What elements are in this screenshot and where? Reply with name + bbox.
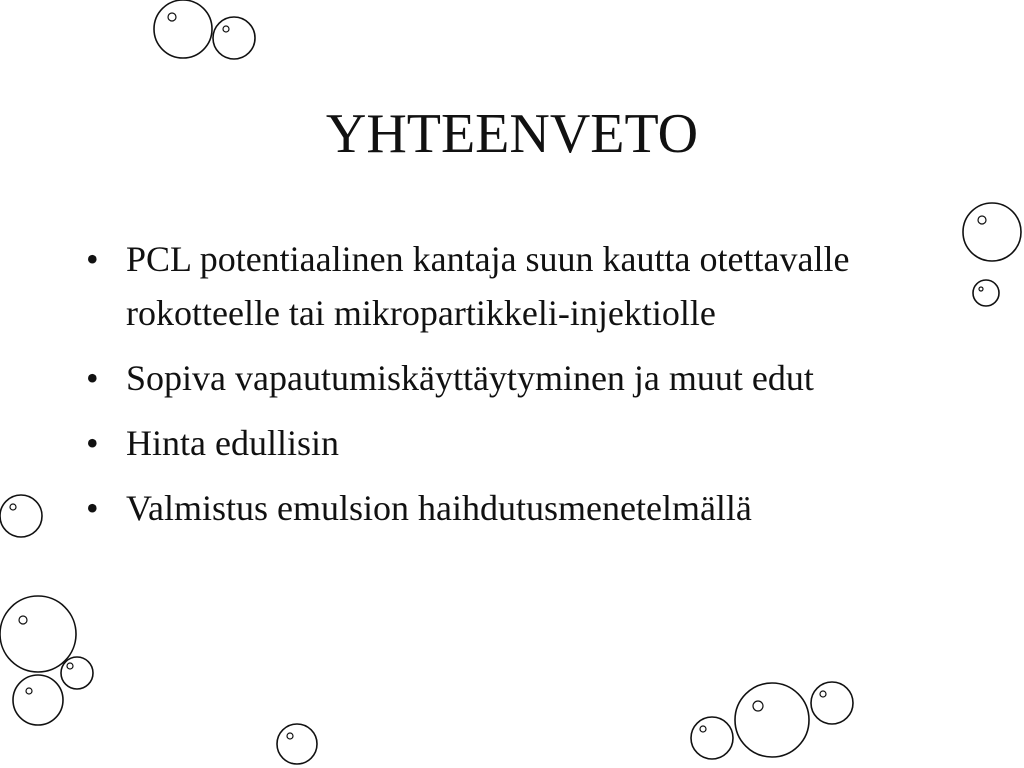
bubble [154, 0, 212, 58]
bubble [0, 596, 76, 672]
bubble [277, 724, 317, 764]
bullet-text: Valmistus emulsion haihdutusmenetelmällä [126, 488, 752, 528]
bubble-highlight [287, 733, 293, 739]
bubble-highlight [700, 726, 706, 732]
bullet-item [86, 481, 926, 535]
bubble-highlight [19, 616, 27, 624]
bullet-dot: • [86, 358, 99, 398]
bullet-dot: • [86, 239, 99, 279]
bullet-list [86, 232, 926, 546]
bubble-highlight [978, 216, 986, 224]
bullet-dot: • [86, 423, 99, 463]
bubble-highlight [223, 26, 229, 32]
bubble [735, 683, 809, 757]
bubble [811, 682, 853, 724]
bullet-text: Sopiva vapautumiskäyttäytyminen ja muut edut [126, 358, 814, 398]
bubble [13, 675, 63, 725]
bullet-text: PCL potentiaalinen kantaja suun kautta otettavalle rokotteelle tai mikropartikkeli-injektiolle [126, 239, 850, 333]
bubble-highlight [26, 688, 32, 694]
bubble [213, 17, 255, 59]
bubble [973, 280, 999, 306]
bubble [963, 203, 1021, 261]
bubble-highlight [168, 13, 176, 21]
bubble [61, 657, 93, 689]
bubble-highlight [820, 691, 826, 697]
bullet-item [86, 232, 926, 340]
bubble-highlight [67, 663, 73, 669]
bullet-dot: • [86, 488, 99, 528]
bullet-item [86, 416, 926, 470]
bubble [0, 495, 42, 537]
bullet-text: Hinta edullisin [126, 423, 339, 463]
bullet-item [86, 351, 926, 405]
bubble-highlight [753, 701, 763, 711]
bubble-highlight [10, 504, 16, 510]
slide-title: YHTEENVETO [325, 103, 699, 165]
bubble-highlight [979, 287, 983, 291]
bubble [691, 717, 733, 759]
